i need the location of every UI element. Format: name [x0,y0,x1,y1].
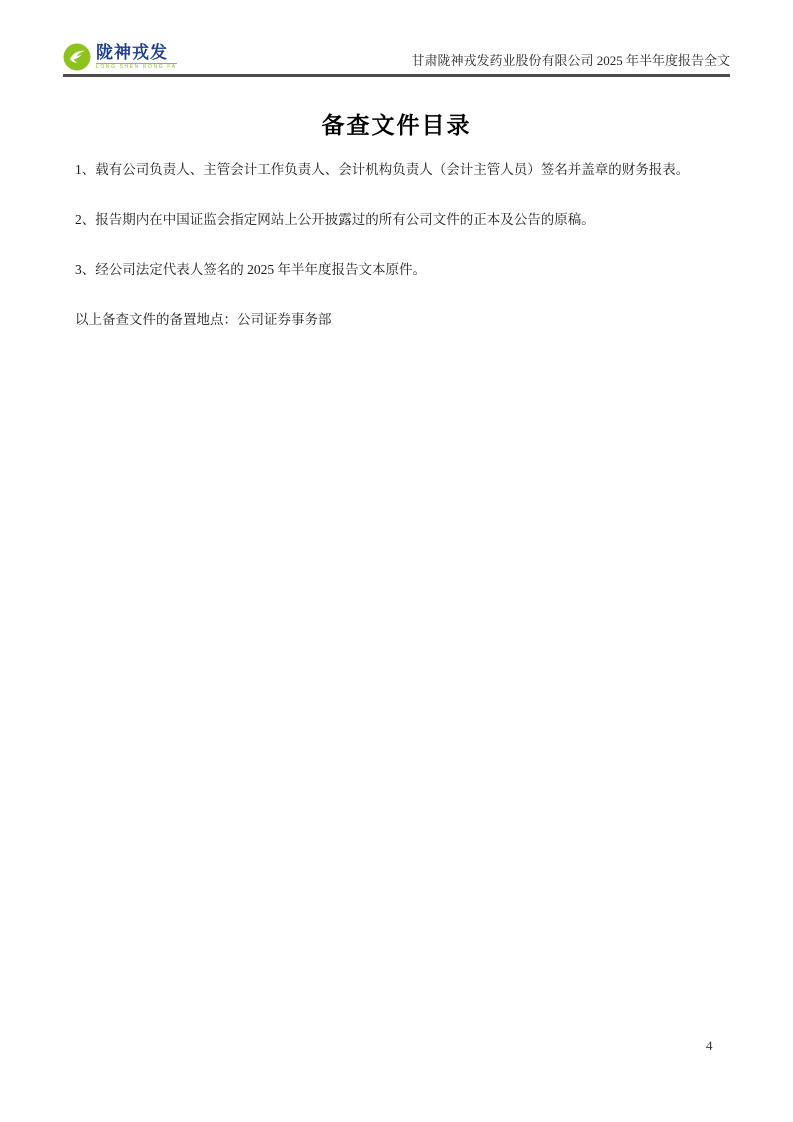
company-logo-name-en: LONG SHEN RONG FA [96,64,177,70]
document-body [75,161,733,328]
section-title: 备查文件目录 [321,113,472,138]
page-number: 4 [706,1038,713,1053]
list-item-3: 3、经公司法定代表人签名的 2025 年半年度报告文本原件。 [75,262,426,277]
company-logo-name-cn: 陇神戎发 [96,43,168,62]
storage-location-note: 以上备查文件的备置地点：公司证券事务部 [75,312,332,327]
list-item-1: 1、载有公司负责人、主管会计工作负责人、会计机构负责人（会计主管人员）签名并盖章的财务报表。 [75,162,690,177]
company-logo-text [96,44,177,70]
list-item-2: 2、报告期内在中国证监会指定网站上公开披露过的所有公司文件的正本及公告的原稿。 [75,212,595,227]
page-header [63,40,730,77]
company-logo-icon [63,43,91,71]
company-logo [63,43,177,71]
header-report-title: 甘肃陇神戎发药业股份有限公司 2025 年半年度报告全文 [411,53,730,68]
